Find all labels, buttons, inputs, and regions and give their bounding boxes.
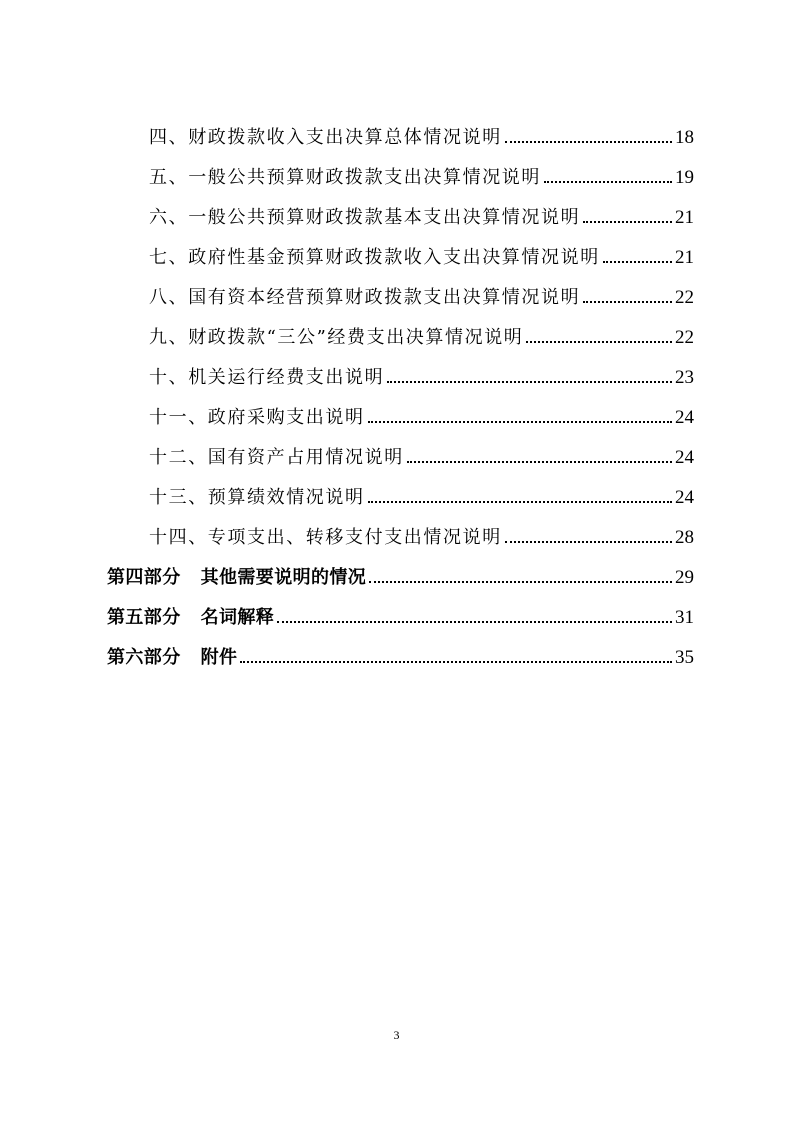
toc-entry[interactable]: [149, 405, 694, 431]
toc-entry-page: 24: [675, 487, 694, 508]
toc-part-title: 名词解释: [200, 607, 275, 628]
toc-entry-page: 22: [675, 327, 694, 348]
toc-part-heading: [107, 565, 366, 591]
toc-part-entry[interactable]: [107, 645, 694, 671]
dot-leader: [368, 501, 672, 503]
toc-entry[interactable]: [149, 285, 694, 311]
toc-entry-page: 29: [675, 567, 694, 588]
toc-entry[interactable]: [149, 525, 694, 551]
toc-part-entry[interactable]: [107, 605, 694, 631]
toc-entry-page: 35: [675, 647, 694, 668]
toc-entry-page: 28: [675, 527, 694, 548]
dot-leader: [544, 181, 672, 183]
toc-entry-page: 19: [675, 167, 694, 188]
dot-leader: [583, 221, 672, 223]
toc-entry-title: 四、财政拨款收入支出决算总体情况说明: [149, 127, 502, 148]
dot-leader: [240, 661, 672, 663]
dot-leader: [277, 621, 672, 623]
toc-entry[interactable]: [149, 125, 694, 151]
dot-leader: [369, 581, 672, 583]
toc-entry-page: 24: [675, 447, 694, 468]
toc-entry[interactable]: [149, 205, 694, 231]
toc-entry-title: 十一、政府采购支出说明: [149, 407, 365, 428]
toc-entry-title: 九、财政拨款“三公”经费支出决算情况说明: [149, 327, 524, 348]
toc-part-label: 第五部分: [107, 607, 181, 628]
dot-leader: [505, 141, 672, 143]
dot-leader: [583, 301, 672, 303]
toc-part-entry[interactable]: [107, 565, 694, 591]
toc-part-title: 其他需要说明的情况: [200, 567, 367, 588]
toc-entry-page: 18: [675, 127, 694, 148]
toc-entry-title: 六、一般公共预算财政拨款基本支出决算情况说明: [149, 207, 581, 228]
toc-entry-title: 八、国有资本经营预算财政拨款支出决算情况说明: [149, 287, 581, 308]
toc-entry-title: 十三、预算绩效情况说明: [149, 487, 365, 508]
toc-entry[interactable]: [149, 485, 694, 511]
dot-leader: [368, 421, 672, 423]
toc-entry-title: 十二、国有资产占用情况说明: [149, 447, 404, 468]
toc-entry-page: 23: [675, 367, 694, 388]
dot-leader: [387, 381, 672, 383]
toc-part-title: 附件: [200, 647, 238, 668]
toc-entry-title: 十、机关运行经费支出说明: [149, 367, 385, 388]
toc-entry[interactable]: [149, 325, 694, 351]
dot-leader: [526, 341, 672, 343]
toc-part-label: 第六部分: [107, 647, 181, 668]
toc-entry[interactable]: [149, 245, 694, 271]
toc-entry[interactable]: [149, 365, 694, 391]
toc-entry-page: 21: [675, 247, 694, 268]
dot-leader: [505, 541, 672, 543]
toc-entry-title: 十四、专项支出、转移支付支出情况说明: [149, 527, 502, 548]
toc-entry[interactable]: [149, 445, 694, 471]
dot-leader: [603, 261, 672, 263]
toc-part-heading: [107, 645, 237, 671]
toc-entry-title: 五、一般公共预算财政拨款支出决算情况说明: [149, 167, 541, 188]
toc-entry-page: 21: [675, 207, 694, 228]
toc-entry-page: 24: [675, 407, 694, 428]
toc-entry[interactable]: [149, 165, 694, 191]
toc-entry-page: 31: [675, 607, 694, 628]
page-number: 3: [393, 1028, 400, 1042]
dot-leader: [407, 461, 672, 463]
toc-part-label: 第四部分: [107, 567, 181, 588]
toc-entry-title: 七、政府性基金预算财政拨款收入支出决算情况说明: [149, 247, 600, 268]
toc-part-heading: [107, 605, 274, 631]
toc-entry-page: 22: [675, 287, 694, 308]
